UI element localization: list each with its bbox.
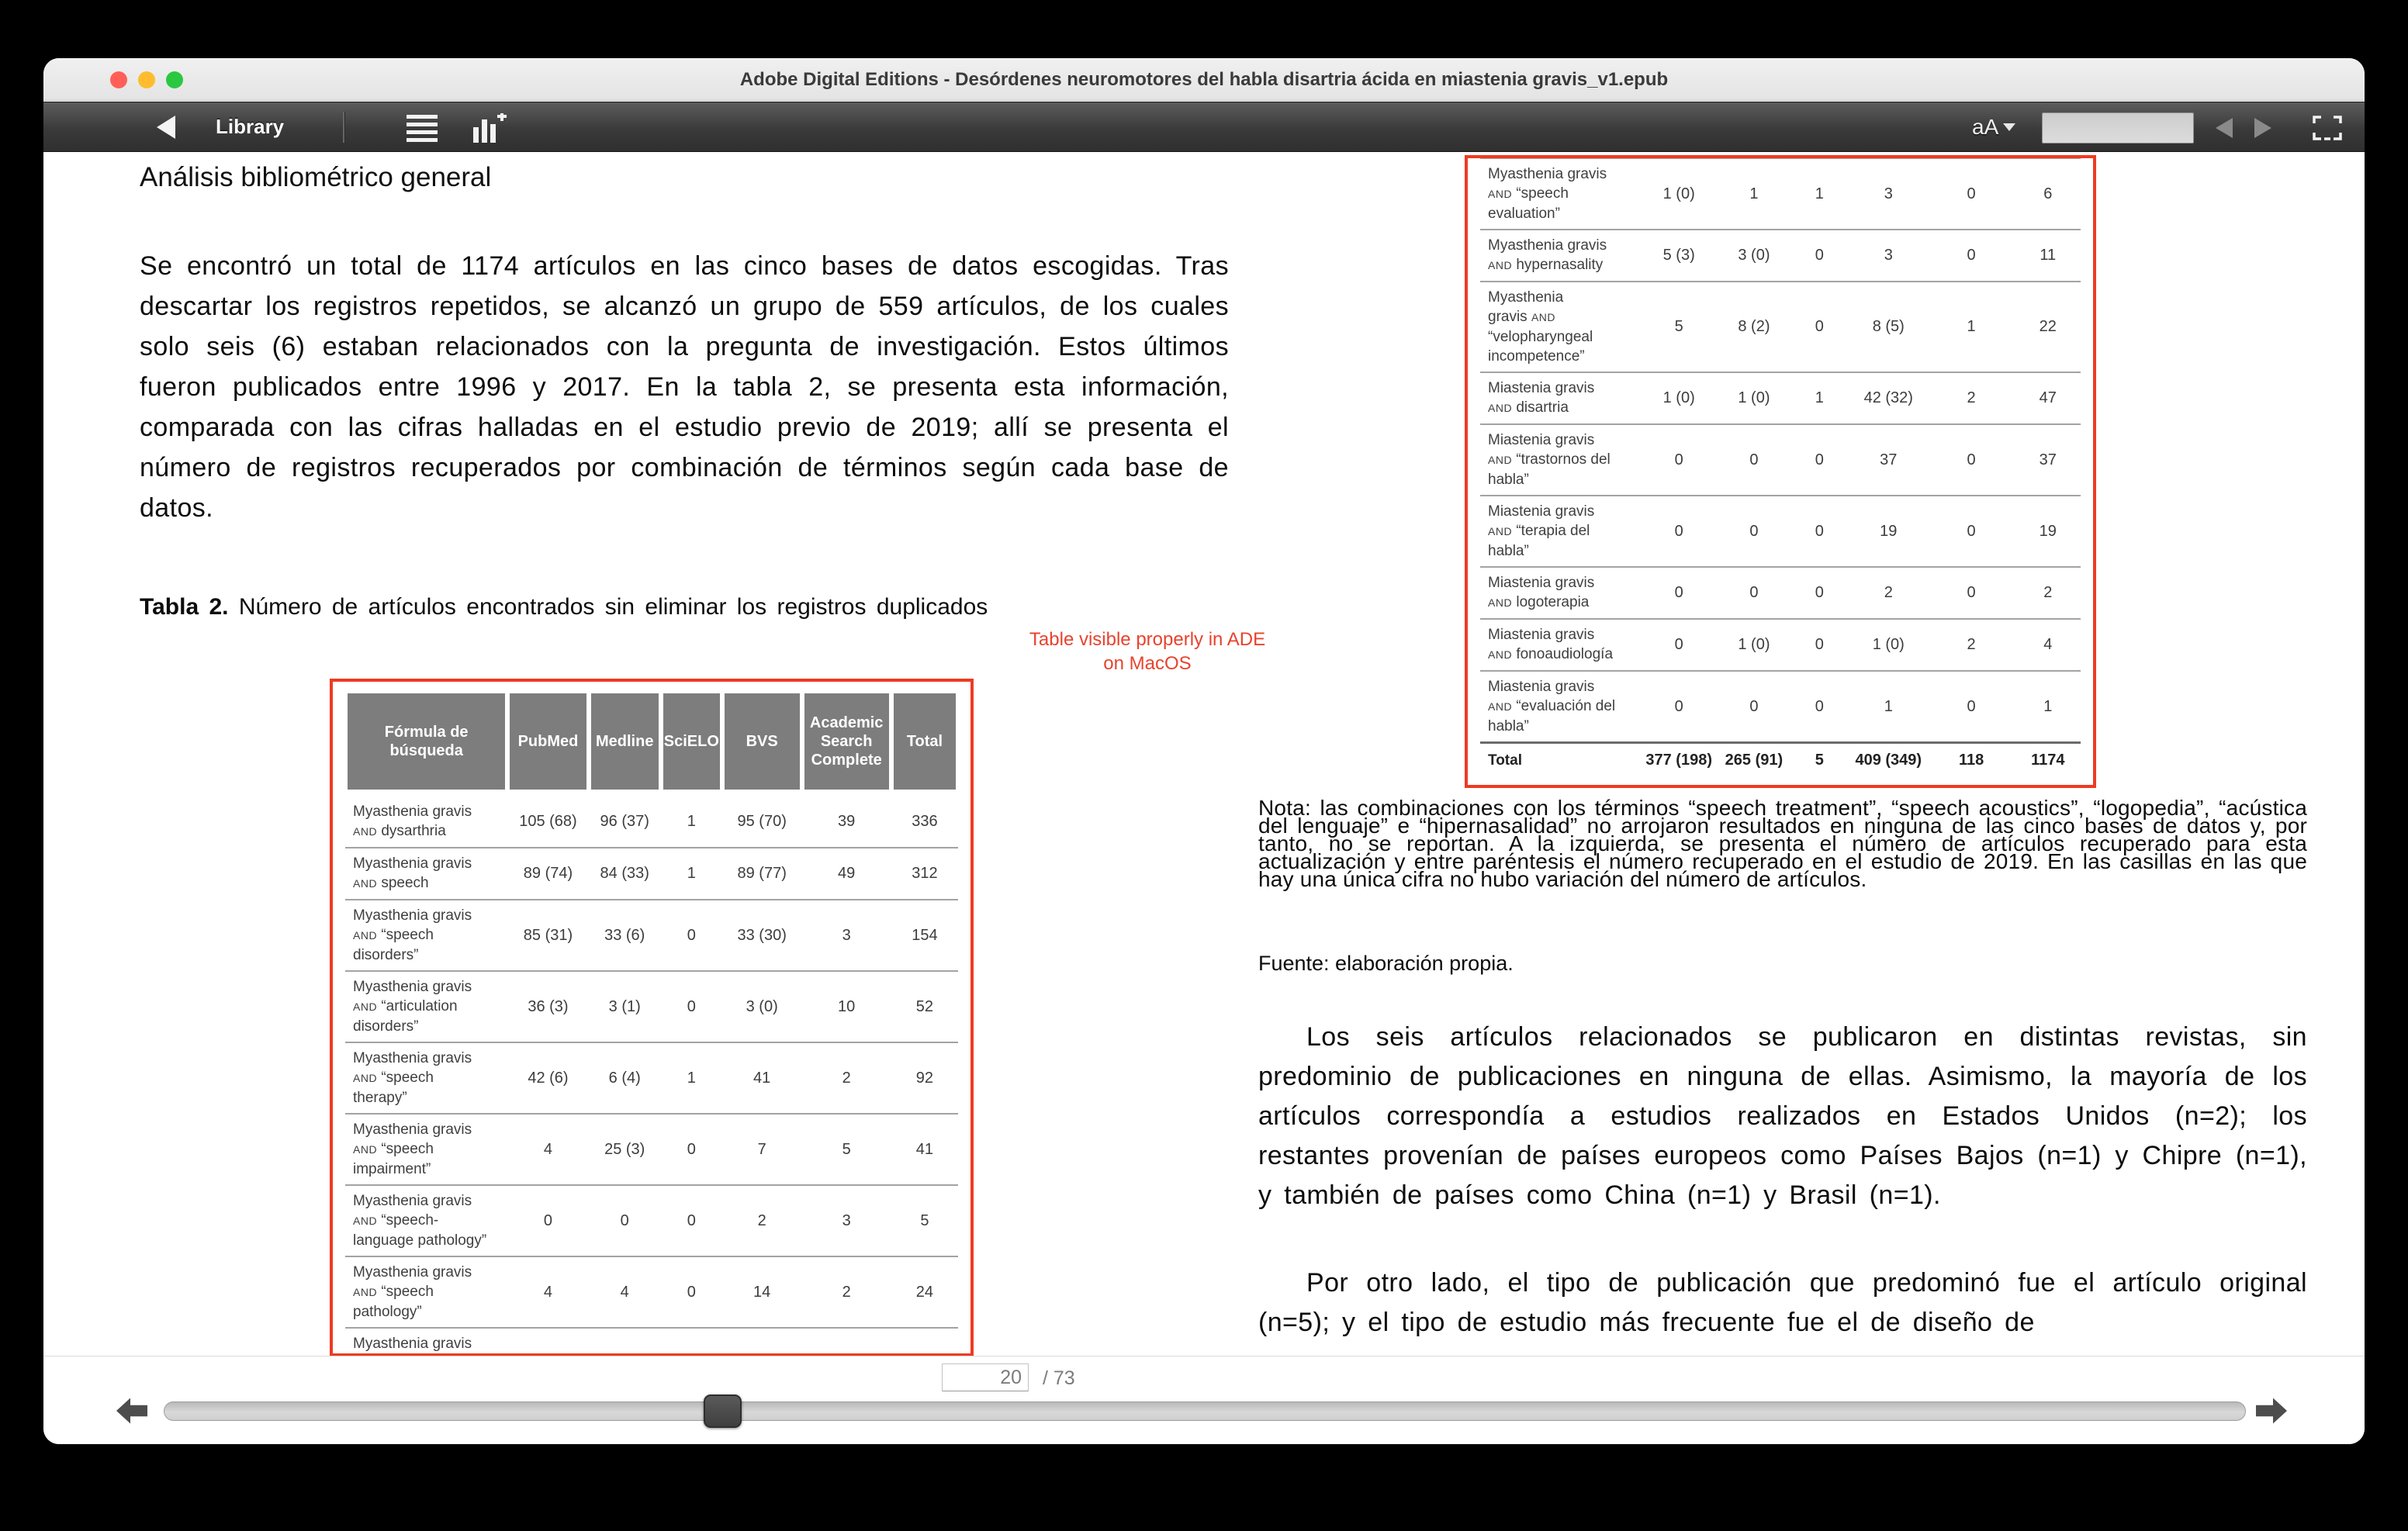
table-caption-text: Número de artículos encontrados sin eliminar los registros duplicados: [228, 594, 988, 620]
table-row: [1480, 157, 2081, 229]
table-row: [1480, 229, 2081, 281]
search-formula-cell: Myasthenia gravis AND dysarthria: [353, 804, 472, 839]
count-cell: 89 (77): [737, 865, 787, 882]
table-row: [1480, 281, 2081, 372]
count-cell: 5 (3): [1662, 247, 1695, 264]
count-cell: 3 (1): [608, 997, 641, 1015]
toolbar: [43, 102, 2365, 152]
count-cell: [2015, 155, 2081, 157]
count-cell: 0: [1815, 318, 1824, 335]
count-cell: 2: [1884, 584, 1893, 601]
search-formula-cell: Myasthenia gravis AND “speech- language pathology”: [353, 1193, 487, 1249]
count-cell: 0: [543, 1211, 553, 1229]
count-cell: 0: [1674, 522, 1683, 540]
table-header-cell: Total: [891, 691, 958, 792]
count-cell: 0: [1967, 185, 1976, 202]
search-formula-cell: Miastenia gravis AND “trastornos del habla”: [1488, 432, 1611, 488]
search-formula-cell: Myasthenia gravis AND “speech evaluation”: [1488, 166, 1607, 222]
table-note: Nota: las combinaciones con los términos “speech treatment”, “speech acoustics”, “logopedia”, “acústica del lenguaje” e “hipernasalidad” no arrojaron resultados en ninguna de las cinco bases de datos y, por tanto, no se reportan. A la izquierda, se presenta el número de artículos recuperado para esta actualización y entre paréntesis el número recuperado en el estudio de 2019. En las casillas en las que hay una única cifra no hubo variación del número de artículos.: [1258, 796, 2307, 891]
count-cell: 19: [1880, 522, 1898, 540]
chevron-down-icon: [2003, 123, 2015, 131]
page-slider-track[interactable]: [164, 1401, 2246, 1421]
table-row: [1480, 423, 2081, 495]
count-cell: 33 (6): [604, 926, 645, 944]
count-cell: 1: [687, 813, 696, 830]
count-cell: 37: [2039, 451, 2057, 468]
search-input[interactable]: [2042, 112, 2194, 143]
count-cell: 1: [687, 865, 696, 882]
app-window: [43, 58, 2365, 1444]
count-cell: 5: [842, 1140, 851, 1158]
count-cell: 2: [757, 1211, 766, 1229]
body-paragraph: Se encontró un total de 1174 artículos en las cinco bases de datos escogidas. Tras descartar los registros repetidos, se alcanzó un grupo de 559 artículos, de los cuales solo seis (6) estaban relacionados con la pregunta de investigación. Estos últimos fueron publicados entre 1996 y 2017. En la tabla 2, se presenta esta información, comparada con las cifras halladas en el estudio previo de 2019; allí se presenta el número de registros recuperados por combinación de términos según cada base de datos.: [140, 251, 1229, 523]
font-size-label: aA: [1972, 115, 1999, 139]
count-cell: [1928, 155, 2015, 157]
count-cell: 42 (32): [1863, 389, 1913, 406]
count-cell: 118: [1958, 752, 1984, 769]
count-cell: 0: [1749, 522, 1759, 540]
count-cell: 2: [842, 1069, 851, 1087]
count-cell: 0: [1674, 451, 1683, 468]
count-cell: 24: [915, 1283, 934, 1301]
count-cell: [589, 1329, 661, 1356]
count-cell: 0: [687, 1140, 696, 1158]
table-header-cell: BVS: [722, 691, 802, 792]
count-cell: 0: [1674, 636, 1683, 653]
count-cell: 25 (3): [604, 1140, 645, 1158]
count-cell: 3: [842, 926, 851, 944]
count-cell: 8 (5): [1872, 318, 1905, 335]
search-formula-cell: [1480, 155, 1639, 157]
count-cell: 22: [2039, 318, 2057, 335]
reviewer-annotation: Table visible properly in ADE on MacOS: [1029, 629, 1266, 674]
count-cell: 42 (6): [528, 1069, 569, 1087]
section-heading: Análisis bibliométrico general: [140, 162, 492, 192]
count-cell: [1639, 155, 1718, 157]
page-total-label: / 73: [1043, 1367, 1075, 1389]
table-row: [345, 970, 958, 1042]
count-cell: 0: [1749, 584, 1759, 601]
count-cell: 85 (31): [523, 926, 573, 944]
count-cell: 5: [920, 1211, 929, 1229]
count-cell: 3 (0): [746, 997, 778, 1015]
count-cell: 39: [838, 813, 856, 830]
count-cell: 6 (4): [608, 1069, 641, 1087]
body-paragraph: Por otro lado, el tipo de publicación que predominó fue el artículo original (n=5); y el tipo de estudio más frecuente fue el de diseño de: [1258, 1268, 2307, 1337]
count-cell: 1: [2043, 697, 2053, 715]
count-cell: [1790, 155, 1849, 157]
fullscreen-icon[interactable]: [2312, 115, 2343, 145]
count-cell: 1174: [2031, 752, 2065, 769]
count-cell: 7: [757, 1140, 766, 1158]
count-cell: 0: [1967, 697, 1976, 715]
count-cell: 3: [1884, 247, 1893, 264]
table-row: [1480, 155, 2081, 157]
count-cell: 4: [620, 1283, 629, 1301]
count-cell: 52: [915, 997, 934, 1015]
table-header-row: [345, 691, 958, 792]
count-cell: 1: [687, 1069, 696, 1087]
count-cell: 84 (33): [600, 865, 649, 882]
count-cell: 96 (37): [600, 813, 649, 830]
count-cell: 0: [1674, 584, 1683, 601]
count-cell: 95 (70): [737, 813, 787, 830]
table-header-cell: SciELO: [661, 691, 722, 792]
count-cell: 37: [1880, 451, 1898, 468]
count-cell: 377 (198): [1645, 752, 1712, 769]
count-cell: 14: [753, 1283, 771, 1301]
table-row: [345, 1256, 958, 1327]
count-cell: 4: [543, 1283, 553, 1301]
table-of-contents-icon[interactable]: [407, 113, 441, 147]
count-cell: 1 (0): [1872, 636, 1905, 653]
table-header-cell: Medline: [589, 691, 661, 792]
count-cell: [1718, 155, 1789, 157]
search-formula-cell: Miastenia gravis AND fonoaudiología: [1488, 627, 1614, 662]
count-cell: 10: [838, 997, 856, 1015]
count-cell: [661, 1329, 722, 1356]
count-cell: 3: [1884, 185, 1893, 202]
count-cell: [507, 1329, 588, 1356]
search-formula-cell: Myasthenia gravis AND “velopharyngeal incompetence”: [1488, 289, 1593, 365]
count-cell: 1 (0): [1738, 389, 1770, 406]
window-title: Adobe Digital Editions - Desórdenes neuromotores del habla disartria ácida en miastenia gravis_v1.epub: [739, 69, 1669, 90]
count-cell: 89 (74): [523, 865, 573, 882]
font-size-button[interactable]: [1972, 115, 2015, 140]
count-cell: 0: [1815, 636, 1824, 653]
count-cell: 41: [915, 1140, 934, 1158]
count-cell: 0: [620, 1211, 629, 1229]
search-formula-cell: Myasthenia gravis AND hypernasality: [1488, 237, 1607, 273]
table-caption-number: Tabla 2.: [140, 594, 229, 620]
search-formula-cell: Miastenia gravis AND “terapia del habla”: [1488, 503, 1595, 559]
count-cell: 2: [1967, 636, 1976, 653]
count-cell: 312: [912, 865, 938, 882]
count-cell: 4: [543, 1140, 553, 1158]
count-cell: [802, 1329, 891, 1356]
count-cell: 0: [687, 997, 696, 1015]
reading-stats-icon[interactable]: [472, 113, 507, 148]
table-row: [345, 847, 958, 899]
table-row: [1480, 618, 2081, 670]
count-cell: 1: [1749, 185, 1759, 202]
count-cell: 5: [1674, 318, 1683, 335]
table-row: [345, 797, 958, 847]
book-page-view: [43, 153, 2365, 1356]
count-cell: 0: [687, 1211, 696, 1229]
table-header-cell: Fórmula de búsqueda: [345, 691, 507, 792]
count-cell: 336: [912, 813, 938, 830]
previous-page-icon[interactable]: [2216, 118, 2233, 138]
search-formula-cell: Myasthenia gravis: [353, 1336, 472, 1352]
count-cell: 3 (0): [1738, 247, 1770, 264]
table2-left-half: [330, 679, 974, 1356]
count-cell: [1849, 155, 1928, 157]
search-formula-cell: Miastenia gravis AND logoterapia: [1488, 575, 1595, 610]
count-cell: 0: [687, 926, 696, 944]
library-button[interactable]: Library: [216, 115, 285, 138]
count-cell: 4: [2043, 636, 2053, 653]
count-cell: 409 (349): [1855, 752, 1922, 769]
count-cell: 1: [1884, 697, 1893, 715]
search-formula-cell: Miastenia gravis AND disartria: [1488, 380, 1595, 416]
back-to-library-icon[interactable]: [157, 116, 175, 139]
count-cell: 0: [1815, 451, 1824, 468]
count-cell: [891, 1329, 958, 1356]
search-formula-cell: Total: [1488, 752, 1522, 769]
table-row: [1480, 495, 2081, 566]
search-formula-cell: Myasthenia gravis AND speech: [353, 855, 472, 891]
count-cell: 8 (2): [1738, 318, 1770, 335]
search-formula-cell: Myasthenia gravis AND “speech pathology”: [353, 1264, 472, 1320]
page-navigation-bar: [43, 1356, 2365, 1444]
count-cell: 0: [1749, 451, 1759, 468]
count-cell: 1: [1967, 318, 1976, 335]
title-bar: [43, 58, 2365, 101]
count-cell: 2: [842, 1283, 851, 1301]
count-cell: 41: [753, 1069, 771, 1087]
count-cell: 5: [1815, 752, 1824, 769]
search-formula-cell: Myasthenia gravis AND “speech disorders”: [353, 907, 472, 963]
count-cell: 6: [2043, 185, 2053, 202]
count-cell: 0: [1815, 584, 1824, 601]
count-cell: 0: [1815, 522, 1824, 540]
count-cell: 0: [1967, 247, 1976, 264]
count-cell: 1 (0): [1738, 636, 1770, 653]
count-cell: 265 (91): [1725, 752, 1784, 769]
count-cell: 154: [912, 926, 938, 944]
page-number-input[interactable]: [942, 1363, 1029, 1391]
body-paragraph: Los seis artículos relacionados se publicaron en distintas revistas, sin predominio de publicaciones en ninguna de ellas. Asimismo, la mayoría de los artículos correspondía a estudios realizados en Estados Unidos (n=2); los restantes provenían de países europeos como Países Bajos (n=1) y Chipre (n=1), y también de países como China (n=1) y Brasil (n=1).: [1258, 1022, 2307, 1210]
search-formula-cell: Miastenia gravis AND “evaluación del habla”: [1488, 679, 1616, 734]
search-formula-cell: Myasthenia gravis AND “speech impairment”: [353, 1121, 472, 1177]
table-header-cell: Academic Search Complete: [802, 691, 891, 792]
search-formula-cell: Myasthenia gravis AND “speech therapy”: [353, 1050, 472, 1106]
table-row: [345, 1184, 958, 1256]
table-row: [1480, 566, 2081, 618]
slider-previous-icon[interactable]: [116, 1397, 147, 1425]
count-cell: 105 (68): [519, 813, 577, 830]
count-cell: 49: [838, 865, 856, 882]
table-row: [345, 899, 958, 970]
count-cell: 2: [2043, 584, 2053, 601]
table-row: [345, 1113, 958, 1184]
count-cell: 0: [1967, 584, 1976, 601]
count-cell: 1: [1815, 389, 1824, 406]
count-cell: 19: [2039, 522, 2057, 540]
toolbar-divider: [343, 112, 344, 143]
search-formula-cell: Myasthenia gravis AND “articulation disorders”: [353, 979, 472, 1035]
table-row: [1480, 670, 2081, 741]
count-cell: 0: [1749, 697, 1759, 715]
table-caption: [140, 589, 1185, 625]
table-header-cell: PubMed: [507, 691, 588, 792]
count-cell: 0: [1967, 522, 1976, 540]
table-row: [1480, 741, 2081, 777]
count-cell: 92: [915, 1069, 934, 1087]
count-cell: 47: [2039, 389, 2057, 406]
count-cell: 3: [842, 1211, 851, 1229]
table2-right-half: [1465, 155, 2096, 788]
count-cell: [722, 1329, 802, 1356]
table-source: Fuente: elaboración propia.: [1258, 952, 1514, 975]
table-row: [345, 1042, 958, 1113]
count-cell: 0: [1674, 697, 1683, 715]
page-slider-thumb[interactable]: [704, 1394, 742, 1428]
count-cell: 0: [687, 1283, 696, 1301]
count-cell: 0: [1967, 451, 1976, 468]
table-row: [345, 1327, 958, 1356]
count-cell: 1 (0): [1662, 185, 1695, 202]
count-cell: 1: [1815, 185, 1824, 202]
count-cell: 1 (0): [1662, 389, 1695, 406]
count-cell: 36 (3): [528, 997, 569, 1015]
count-cell: 11: [2040, 247, 2057, 264]
slider-next-icon[interactable]: [2256, 1397, 2287, 1425]
table-row: [1480, 372, 2081, 423]
next-page-icon[interactable]: [2254, 118, 2271, 138]
count-cell: 33 (30): [737, 926, 787, 944]
count-cell: 0: [1815, 247, 1824, 264]
count-cell: 0: [1815, 697, 1824, 715]
count-cell: 2: [1967, 389, 1976, 406]
